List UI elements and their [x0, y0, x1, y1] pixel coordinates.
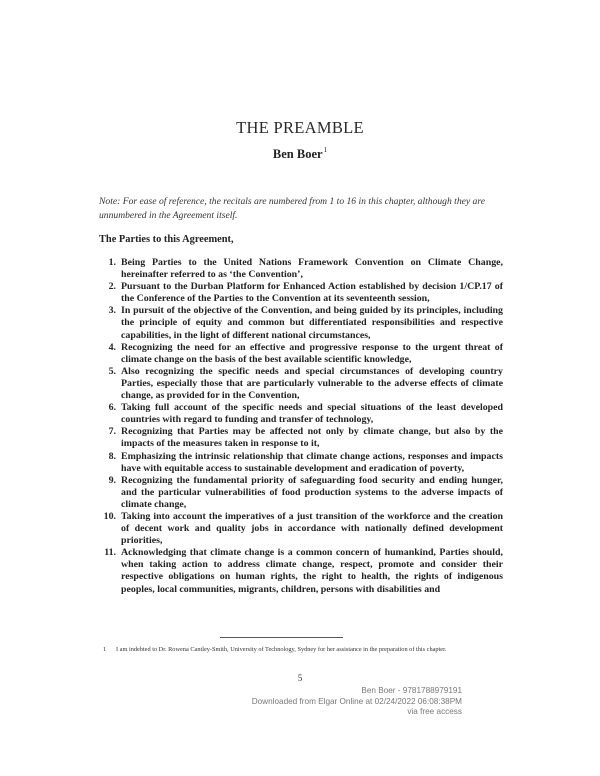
- footnote-text: I am indebted to Dr. Rowena Cantley-Smith, University of Technology, Sydney for her assistance in the preparation of this chapter.: [116, 646, 447, 653]
- recital-text: In pursuit of the objective of the Convention, and being guided by its principles, including the principle of equity and common but differentiated responsibilities and respective capabilities, in the light of different national circumstances,: [121, 305, 503, 341]
- recital-item: [99, 547, 503, 595]
- download-watermark: [252, 686, 462, 718]
- recital-item: [99, 305, 503, 341]
- page-number: 5: [297, 673, 303, 683]
- recital-item: [99, 257, 503, 281]
- recital-item: [99, 511, 503, 547]
- recital-item: [99, 451, 503, 475]
- recital-text: Also recognizing the specific needs and special circumstances of developing country Parties, especially those that are particularly vulnerable to the adverse effects of climate change, as provided for in the Convention,: [121, 365, 503, 402]
- watermark-line: Downloaded from Elgar Online at 02/24/2022 06:08:38PM: [251, 696, 462, 706]
- watermark-line: via free access: [407, 707, 462, 717]
- author-footnote-marker[interactable]: 1: [323, 146, 328, 154]
- recital-item: [99, 281, 503, 305]
- recital-text: Recognizing the fundamental priority of safeguarding food security and ending hunger, and the particular vulnerabilities of food production systems to the adverse impacts of climate change,: [121, 474, 503, 510]
- author-line: [0, 147, 600, 162]
- recital-item: [99, 426, 503, 450]
- recital-text: Taking full account of the specific needs and special situations of the least developed countries with regard to funding and transfer of technology,: [121, 402, 503, 426]
- recital-item: [99, 402, 503, 426]
- recital-number: 10.: [103, 510, 116, 522]
- recital-number: 4.: [108, 341, 116, 353]
- author-name: Ben Boer: [272, 147, 323, 161]
- recital-number: 3.: [108, 305, 116, 317]
- footnote: [103, 645, 503, 654]
- recital-number: 2.: [108, 281, 116, 293]
- recital-text: Taking into account the imperatives of a just transition of the workforce and the creation of decent work and quality jobs in accordance with nationally defined development priorities,: [121, 510, 503, 547]
- intro-heading: The Parties to this Agreement,: [99, 234, 234, 245]
- recital-text: Pursuant to the Durban Platform for Enhanced Action established by decision 1/CP.17 of the Conference of the Parties to the Convention at its seventeenth session,: [121, 281, 503, 305]
- recital-item: [99, 475, 503, 511]
- recital-number: 9.: [108, 474, 116, 486]
- recital-text: Being Parties to the United Nations Framework Convention on Climate Change, hereinafter referred to as ‘the Convention’,: [121, 257, 503, 281]
- recital-text: Emphasizing the intrinsic relationship that climate change actions, responses and impacts have with equitable access to sustainable development and eradication of poverty,: [121, 450, 503, 474]
- recital-number: 11.: [104, 547, 116, 559]
- watermark-line: Ben Boer - 9781788979191: [361, 686, 462, 695]
- recital-text: Recognizing that Parties may be affected not only by climate change, but also by the impacts of the measures taken in response to it,: [121, 426, 503, 450]
- recital-item: [99, 342, 503, 366]
- recital-text: Acknowledging that climate change is a common concern of humankind, Parties should, when taking action to address climate change, respect, promote and consider their respective obligations on human rights, the right to health, the rights of indigenous peoples, local communities, migrants, children, persons with disabilities and: [121, 547, 503, 595]
- recital-number: 8.: [108, 450, 116, 462]
- recital-number: 6.: [108, 402, 116, 414]
- recital-number: 7.: [108, 426, 116, 438]
- recital-number: 1.: [108, 257, 116, 268]
- recital-list: [99, 257, 503, 596]
- footnote-divider: [220, 637, 343, 638]
- chapter-title: THE PREAMBLE: [236, 118, 364, 137]
- footnote-number: 1: [103, 646, 107, 653]
- recital-item: [99, 366, 503, 402]
- recital-text: Recognizing the need for an effective and progressive response to the urgent threat of climate change on the basis of the best available scientific knowledge,: [121, 341, 503, 365]
- recital-number: 5.: [108, 365, 116, 377]
- editorial-note: Note: For ease of reference, the recitals are numbered from 1 to 16 in this chapter, although they are unnumbered in the Agreement itself.: [99, 196, 485, 221]
